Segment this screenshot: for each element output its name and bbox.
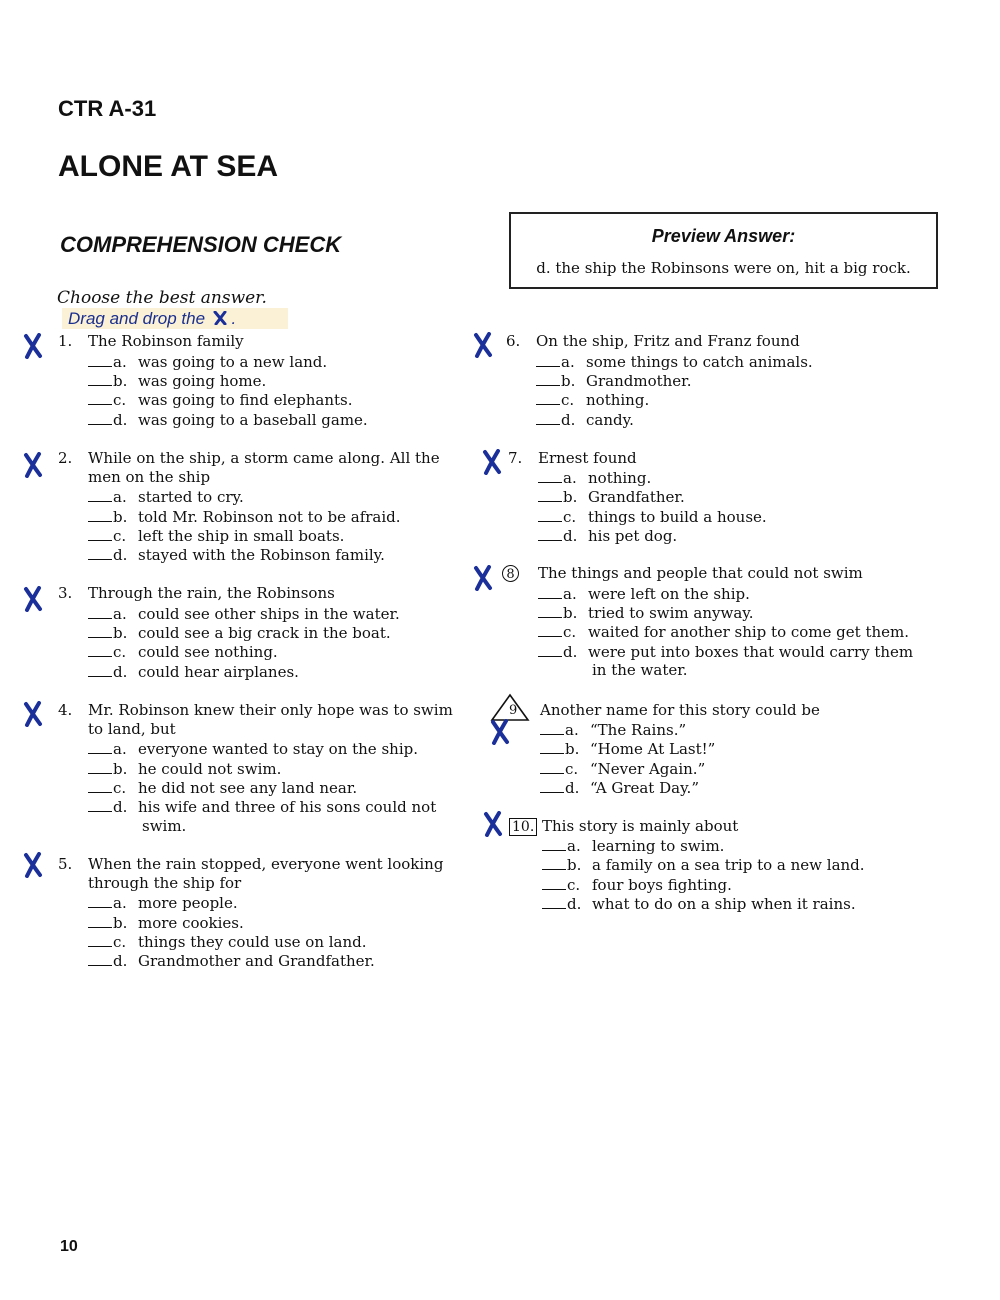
answer-blank[interactable] <box>540 778 564 793</box>
draggable-x-mark-icon[interactable] <box>22 701 44 727</box>
draggable-x-mark-icon[interactable] <box>472 565 494 591</box>
question-number: 9 <box>509 703 518 718</box>
answer-blank[interactable] <box>88 951 112 966</box>
answer-blank[interactable] <box>538 507 562 522</box>
option-c: c. was going to find elephants. <box>88 390 352 411</box>
question-number: 1. <box>58 332 73 350</box>
answer-blank[interactable] <box>88 797 112 812</box>
answer-blank[interactable] <box>88 778 112 793</box>
answer-blank[interactable] <box>88 545 112 560</box>
draggable-x-mark-icon[interactable] <box>22 586 44 612</box>
worksheet-code: CTR A-31 <box>58 96 157 121</box>
question-number: 4. <box>58 701 73 719</box>
option-d: d. stayed with the Robinson family. <box>88 545 385 566</box>
answer-blank[interactable] <box>538 487 562 502</box>
question-text: through the ship for <box>88 874 242 892</box>
question-number: 10. <box>509 818 537 836</box>
option-d: d. could hear airplanes. <box>88 662 299 683</box>
answer-blank[interactable] <box>88 739 112 754</box>
draggable-x-mark-icon[interactable] <box>22 852 44 878</box>
question-number: 5. <box>58 855 73 873</box>
answer-blank[interactable] <box>538 468 562 483</box>
option-a: a. learning to swim. <box>542 836 724 857</box>
option-a: a. was going to a new land. <box>88 352 327 373</box>
question-text: While on the ship, a storm came along. All the <box>88 449 440 467</box>
answer-blank[interactable] <box>536 410 560 425</box>
answer-blank[interactable] <box>88 507 112 522</box>
option-c: c. left the ship in small boats. <box>88 526 344 547</box>
question-number: 2. <box>58 449 73 467</box>
option-d: d. was going to a baseball game. <box>88 410 368 431</box>
option-d: d. what to do on a ship when it rains. <box>542 894 856 915</box>
option-c: c. four boys fighting. <box>542 875 732 896</box>
preview-answer-box <box>509 212 938 289</box>
option-a: a. more people. <box>88 893 238 914</box>
question-text: This story is mainly about <box>542 817 739 835</box>
question-text: The things and people that could not swim <box>538 564 863 582</box>
option-c: c. could see nothing. <box>88 642 278 663</box>
option-a: a. “The Rains.” <box>540 720 686 741</box>
option-b: b. Grandfather. <box>538 487 685 508</box>
question-text: When the rain stopped, everyone went looking <box>88 855 444 873</box>
option-d: d. his wife and three of his sons could not <box>88 797 436 818</box>
option-a: a. everyone wanted to stay on the ship. <box>88 739 418 760</box>
answer-blank[interactable] <box>538 642 562 657</box>
draggable-x-mark-icon[interactable] <box>22 452 44 478</box>
draggable-x-mark-icon[interactable] <box>489 719 511 745</box>
answer-blank[interactable] <box>538 584 562 599</box>
preview-title: Preview Answer: <box>651 226 796 246</box>
option-b: b. he could not swim. <box>88 759 281 780</box>
option-d: d. “A Great Day.” <box>540 778 699 799</box>
preview-answer-text: d. the ship the Robinsons were on, hit a big rock. <box>536 259 911 277</box>
answer-blank[interactable] <box>88 893 112 908</box>
answer-blank[interactable] <box>536 390 560 405</box>
question-text: Through the rain, the Robinsons <box>88 584 335 602</box>
option-d-continued: swim. <box>142 817 187 835</box>
answer-blank[interactable] <box>88 642 112 657</box>
option-b: b. could see a big crack in the boat. <box>88 623 391 644</box>
option-b: b. “Home At Last!” <box>540 739 715 760</box>
question-number: 7. <box>508 449 523 467</box>
answer-blank[interactable] <box>88 410 112 425</box>
question-number: 3. <box>58 584 73 602</box>
option-c: c. “Never Again.” <box>540 759 705 780</box>
option-b: b. Grandmother. <box>536 371 691 392</box>
answer-blank[interactable] <box>536 352 560 367</box>
option-a: a. nothing. <box>538 468 651 489</box>
page-number: 10 <box>60 1238 78 1255</box>
question-number: 8 <box>502 565 519 582</box>
question-text: On the ship, Fritz and Franz found <box>536 332 800 350</box>
drag-instruction <box>62 308 288 329</box>
option-b: b. told Mr. Robinson not to be afraid. <box>88 507 401 528</box>
question-text: Mr. Robinson knew their only hope was to swim <box>88 701 453 719</box>
answer-blank[interactable] <box>88 371 112 386</box>
drag-instruction-text: Drag and drop the <box>68 309 206 328</box>
worksheet-title: ALONE AT SEA <box>58 150 279 183</box>
section-heading: COMPREHENSION CHECK <box>60 232 342 257</box>
answer-blank[interactable] <box>88 604 112 619</box>
answer-blank[interactable] <box>88 913 112 928</box>
option-c: c. things they could use on land. <box>88 932 367 953</box>
answer-blank[interactable] <box>540 720 564 735</box>
question-text: Another name for this story could be <box>540 701 820 719</box>
question-text: The Robinson family <box>88 332 244 350</box>
question-text: to land, but <box>88 720 176 738</box>
option-b: b. a family on a sea trip to a new land. <box>542 855 865 876</box>
option-a: a. were left on the ship. <box>538 584 750 605</box>
x-mark-icon <box>213 311 227 325</box>
option-a: a. some things to catch animals. <box>536 352 813 373</box>
draggable-x-mark-icon[interactable] <box>481 449 503 475</box>
answer-blank[interactable] <box>88 526 112 541</box>
question-text: men on the ship <box>88 468 211 486</box>
answer-blank[interactable] <box>538 603 562 618</box>
answer-blank[interactable] <box>88 932 112 947</box>
answer-blank[interactable] <box>88 352 112 367</box>
option-a: a. started to cry. <box>88 487 244 508</box>
option-b: b. tried to swim anyway. <box>538 603 754 624</box>
option-d: d. were put into boxes that would carry them <box>538 642 913 663</box>
draggable-x-mark-icon[interactable] <box>22 333 44 359</box>
answer-blank[interactable] <box>88 623 112 638</box>
answer-blank[interactable] <box>88 390 112 405</box>
answer-blank[interactable] <box>542 836 566 851</box>
answer-blank[interactable] <box>540 759 564 774</box>
draggable-x-mark-icon[interactable] <box>482 811 504 837</box>
answer-blank[interactable] <box>88 759 112 774</box>
option-d-continued: in the water. <box>592 661 688 679</box>
answer-blank[interactable] <box>542 875 566 890</box>
option-d: d. Grandmother and Grandfather. <box>88 951 375 972</box>
option-d: d. candy. <box>536 410 634 431</box>
option-c: c. things to build a house. <box>538 507 767 528</box>
option-b: b. more cookies. <box>88 913 244 934</box>
question-text: Ernest found <box>538 449 637 467</box>
answer-blank[interactable] <box>88 487 112 502</box>
answer-blank[interactable] <box>538 622 562 637</box>
answer-blank[interactable] <box>536 371 560 386</box>
option-c: c. he did not see any land near. <box>88 778 357 799</box>
answer-blank[interactable] <box>542 855 566 870</box>
answer-blank[interactable] <box>538 526 562 541</box>
option-c: c. nothing. <box>536 390 649 411</box>
drag-instruction-end: . <box>231 309 237 328</box>
answer-blank[interactable] <box>88 662 112 677</box>
option-b: b. was going home. <box>88 371 266 392</box>
option-c: c. waited for another ship to come get them. <box>538 622 909 643</box>
option-a: a. could see other ships in the water. <box>88 604 400 625</box>
answer-blank[interactable] <box>542 894 566 909</box>
option-d: d. his pet dog. <box>538 526 677 547</box>
question-number: 6. <box>506 332 521 350</box>
answer-blank[interactable] <box>540 739 564 754</box>
draggable-x-mark-icon[interactable] <box>472 332 494 358</box>
instructions: Choose the best answer. <box>57 288 267 308</box>
